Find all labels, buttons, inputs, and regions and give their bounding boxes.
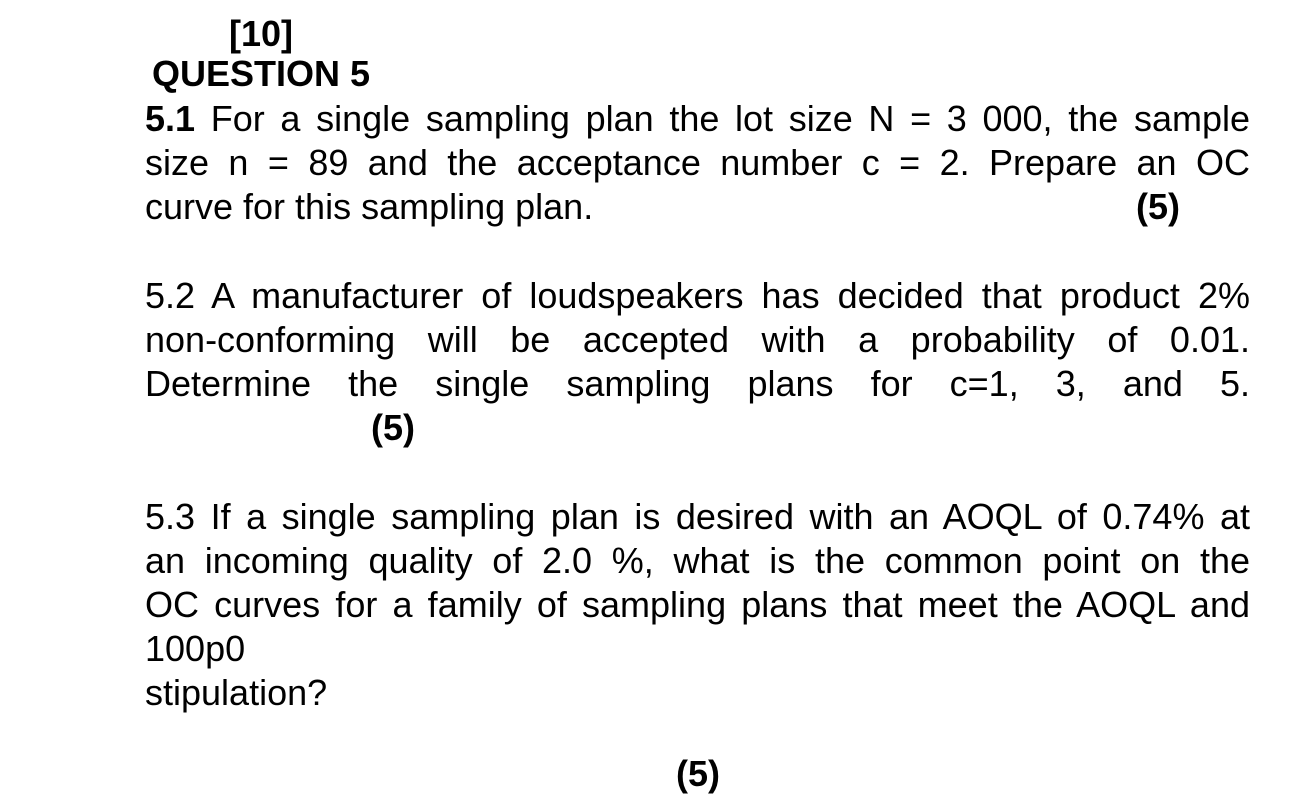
- q5-3-line-2: an incoming quality of 2.0 %, what is the common point on the: [145, 540, 1250, 581]
- q5-3-line-1: 5.3 If a single sampling plan is desired with an AOQL of 0.74% at: [145, 496, 1250, 537]
- question-title: QUESTION 5: [152, 53, 371, 94]
- q5-2-line-3: Determine the single sampling plans for c=1, 3, and 5.: [145, 363, 1250, 404]
- q5-1-line-1: 5.1 For a single sampling plan the lot size N = 3 000, the sample: [145, 98, 1250, 139]
- q5-3-line-5: stipulation?: [145, 672, 328, 713]
- q5-1-number: 5.1: [145, 98, 196, 139]
- q5-3-line-4: 100p0: [145, 628, 246, 669]
- q5-2-marks: (5): [371, 407, 415, 448]
- q5-1-line-2: size n = 89 and the acceptance number c = 2. Prepare an OC: [145, 142, 1250, 183]
- q5-3-line-3: OC curves for a family of sampling plans that meet the AOQL and: [145, 584, 1250, 625]
- q5-2-line-2: non-conforming will be accepted with a probability of 0.01.: [145, 319, 1250, 360]
- total-marks: [10]: [229, 13, 294, 54]
- q5-3-marks: (5): [676, 753, 720, 794]
- q5-1-line-3: curve for this sampling plan.: [145, 186, 594, 227]
- q5-1-marks: (5): [1136, 186, 1180, 227]
- q5-3-marks-clipped: [676, 752, 736, 794]
- q5-2-line-1: 5.2 A manufacturer of loudspeakers has decided that product 2%: [145, 275, 1250, 316]
